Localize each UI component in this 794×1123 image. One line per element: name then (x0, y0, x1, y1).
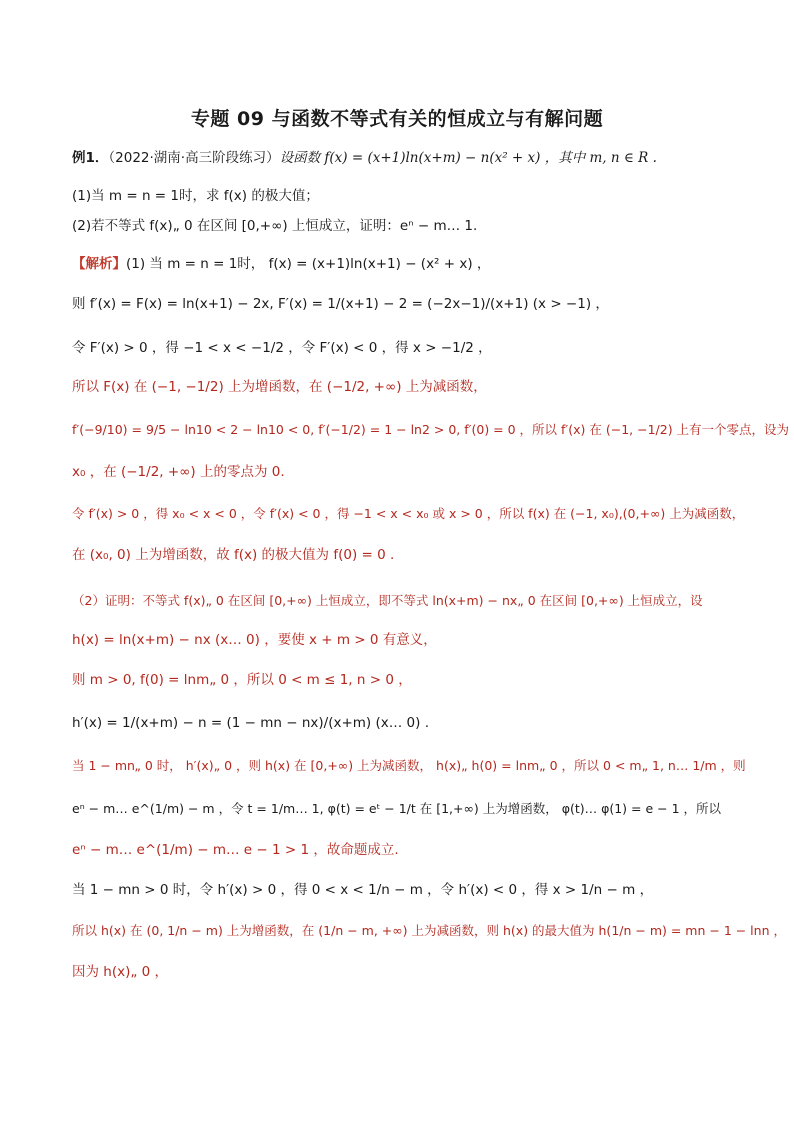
solution-line-2: 则 f′(x) = F(x) = ln(x+1) − 2x, F′(x) = 1/(x+1) − 2 = (−2x−1)/(x+1) (x > −1) ， (72, 296, 609, 312)
solution-line-14: eⁿ − m… e^(1/m) − m ，令 t = 1/m… 1, φ(t) = eᵗ − 1/t 在 [1,+∞) 上为增函数， φ(t)… φ(1) = e − 1 ，所以 (72, 801, 722, 816)
solution-line-8: 在 (x₀, 0) 上为增函数，故 f(x) 的极大值为 f(0) = 0 . (72, 547, 395, 563)
solution-line-12: h′(x) = 1/(x+m) − n = (1 − mn − nx)/(x+m) (x… 0) . (72, 715, 429, 731)
example-label: 例1． (72, 150, 109, 166)
solution-label: 【解析】 (72, 256, 126, 272)
example-stem-line (72, 148, 732, 168)
solution-line-6: x₀ ，在 (−1/2, +∞) 上的零点为 0. (72, 464, 285, 480)
question-1: (1)当 m = n = 1时，求 f(x) 的极大值； (72, 188, 319, 204)
solution-line-3: 令 F′(x) > 0 ，得 −1 < x < −1/2 ，令 F′(x) < 0 ，得 x > −1/2 ， (72, 340, 492, 356)
solution-text: (1) 当 m = n = 1时， f(x) = (x+1)ln(x+1) − (x² + x) ， (126, 256, 491, 272)
solution-line-5: f′(−9/10) = 9/5 − ln10 < 2 − ln10 < 0, f′(−1/2) = 1 − ln2 > 0, f′(0) = 0 ，所以 f′(x) 在 (−1, −1/2) 上有一个零点，设为 (72, 422, 790, 437)
solution-line-9: （2）证明：不等式 f(x)„ 0 在区间 [0,+∞) 上恒成立，即不等式 ln(x+m) − nx„ 0 在区间 [0,+∞) 上恒成立，设 (72, 593, 703, 608)
solution-line-18: 因为 h(x)„ 0 ， (72, 964, 169, 980)
solution-line-7: 令 f′(x) > 0 ，得 x₀ < x < 0 ，令 f′(x) < 0 ，得 −1 < x < x₀ 或 x > 0 ，所以 f(x) 在 (−1, x₀),(0,+∞) 上为减函数， (72, 506, 745, 521)
solution-line-16: 当 1 − mn > 0 时，令 h′(x) > 0 ，得 0 < x < 1/n − m ，令 h′(x) < 0 ，得 x > 1/n − m ， (72, 882, 654, 898)
solution-line-15: eⁿ − m… e^(1/m) − m… e − 1 > 1 ，故命题成立. (72, 842, 399, 858)
question-2: (2)若不等式 f(x)„ 0 在区间 [0,+∞) 上恒成立，证明：eⁿ − m… 1. (72, 218, 478, 234)
solution-line-17: 所以 h(x) 在 (0, 1/n − m) 上为增函数，在 (1/n − m, +∞) 上为减函数，则 h(x) 的最大值为 h(1/n − m) = mn − 1 − lnn ， (72, 923, 786, 938)
example-source: （2022·湖南·高三阶段练习） (108, 150, 280, 166)
solution-line-11: 则 m > 0, f(0) = lnm„ 0 ，所以 0 < m ≤ 1, n > 0 ， (72, 672, 412, 688)
example-stem: 设函数 f(x) = (x+1)ln(x+m) − n(x² + x) ，其中 m, n ∈ R . (279, 150, 657, 166)
solution-line-4: 所以 F(x) 在 (−1, −1/2) 上为增函数，在 (−1/2, +∞) 上为减函数， (72, 379, 487, 395)
page-title: 专题 09 与函数不等式有关的恒成立与有解问题 (190, 108, 604, 130)
solution-line-13: 当 1 − mn„ 0 时， h′(x)„ 0 ，则 h(x) 在 [0,+∞) 上为减函数， h(x)„ h(0) = lnm„ 0 ，所以 0 < m„ 1, n… 1/m ，则 (72, 758, 746, 773)
solution-line-1 (72, 254, 732, 274)
solution-line-10: h(x) = ln(x+m) − nx (x… 0) ，要使 x + m > 0 有意义， (72, 632, 437, 648)
